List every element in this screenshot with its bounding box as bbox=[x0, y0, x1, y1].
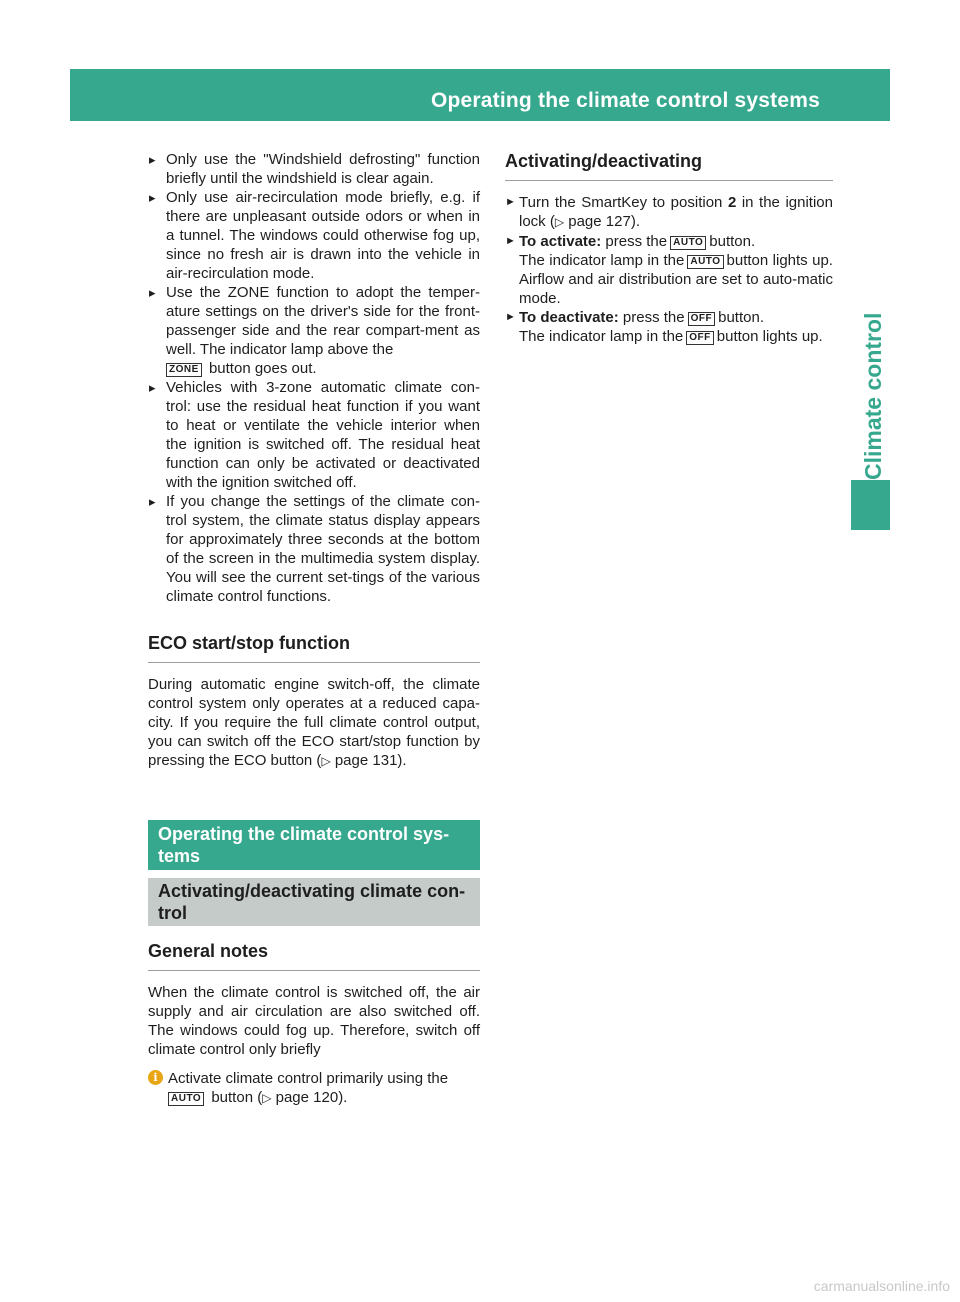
steps-list bbox=[505, 193, 833, 346]
off-button-icon: OFF bbox=[686, 331, 714, 345]
off-button-icon: OFF bbox=[688, 312, 716, 326]
side-tab-marker bbox=[851, 480, 890, 530]
page-ref-link[interactable]: page 131 bbox=[334, 752, 398, 769]
page-ref-arrow-icon: ▷ bbox=[554, 215, 565, 229]
list-item: ▸ If you change the settings of the climate con-trol system, the climate status display appears for approximately three seconds at the bottom of the screen in the multimedia system display. You will see the current set-tings of the various climate control functions. bbox=[148, 492, 480, 606]
auto-button-icon: AUTO bbox=[168, 1092, 204, 1106]
list-item: ► To deactivate: press the OFF button. The indicator lamp in the OFF button lights up. bbox=[505, 308, 833, 346]
auto-button-icon: AUTO bbox=[670, 236, 706, 250]
zone-button-icon: ZONE bbox=[166, 363, 202, 377]
page-ref-arrow-icon: ▷ bbox=[321, 754, 331, 768]
list-item: ▸ Only use air-recirculation mode briefly, e.g. if there are unpleasant outside odors or when in a tunnel. The windows could otherwise fog up, since no fresh air is drawn into the vehicle in air-recirculation mode. bbox=[148, 188, 480, 283]
list-item: ▸ Only use the "Windshield defrosting" function briefly until the windshield is clear again. bbox=[148, 150, 480, 188]
page-ref-arrow-icon: ▷ bbox=[262, 1091, 272, 1105]
list-item: ► Turn the SmartKey to position 2 in the ignition lock (▷ page 127). bbox=[505, 193, 833, 232]
page-ref-link[interactable]: page 127 bbox=[568, 213, 631, 230]
eco-heading: ECO start/stop function bbox=[148, 632, 480, 663]
info-icon: i bbox=[148, 1070, 163, 1085]
page-ref-link[interactable]: page 120 bbox=[275, 1089, 339, 1106]
list-item: ▸ Vehicles with 3-zone automatic climate con-trol: use the residual heat function if you want to heat or ventilate the vehicle interior when the ignition is switched off. The residual heat function can only be activated or deactivated with the ignition switched off. bbox=[148, 378, 480, 492]
side-tab-label: Climate control bbox=[860, 312, 886, 480]
general-notes-heading: General notes bbox=[148, 940, 480, 971]
page-number: 119 bbox=[916, 90, 947, 111]
header-title: Operating the climate control systems bbox=[430, 89, 820, 112]
auto-button-icon: AUTO bbox=[687, 255, 723, 269]
eco-paragraph: During automatic engine switch-off, the climate control system only operates at a reduced capa-city. If you require the full climate control output, you can switch off the ECO start/stop function by pressing the ECO button (▷ page 131). bbox=[148, 676, 480, 769]
subsection-heading: Activating/deactivating climate con-trol bbox=[148, 878, 480, 926]
info-note: i Activate climate control primarily using the AUTO button (▷ page 120). bbox=[148, 1069, 480, 1108]
list-item: ► To activate: press the AUTO button. The indicator lamp in the AUTO button lights up. Airflow and air distribution are set to auto-matic mode. bbox=[505, 232, 833, 308]
footer-watermark: carmanualsonline.info bbox=[813, 1278, 950, 1294]
notes-list bbox=[148, 150, 480, 606]
right-column bbox=[505, 150, 833, 346]
section-heading: Operating the climate control sys-tems bbox=[148, 820, 480, 870]
page-header bbox=[70, 69, 947, 121]
general-notes-paragraph: When the climate control is switched off, the air supply and air circulation are also switched off. The windows could fog up. Therefore, switch off climate control only briefly bbox=[148, 984, 480, 1058]
activating-heading: Activating/deactivating bbox=[505, 150, 833, 181]
list-item: ▸ Use the ZONE function to adopt the temper-ature settings on the driver's side for the front-passenger side and the rear compart-ment as well. The indicator lamp above the ZONE button goes out. bbox=[148, 283, 480, 378]
left-column bbox=[148, 150, 480, 1108]
